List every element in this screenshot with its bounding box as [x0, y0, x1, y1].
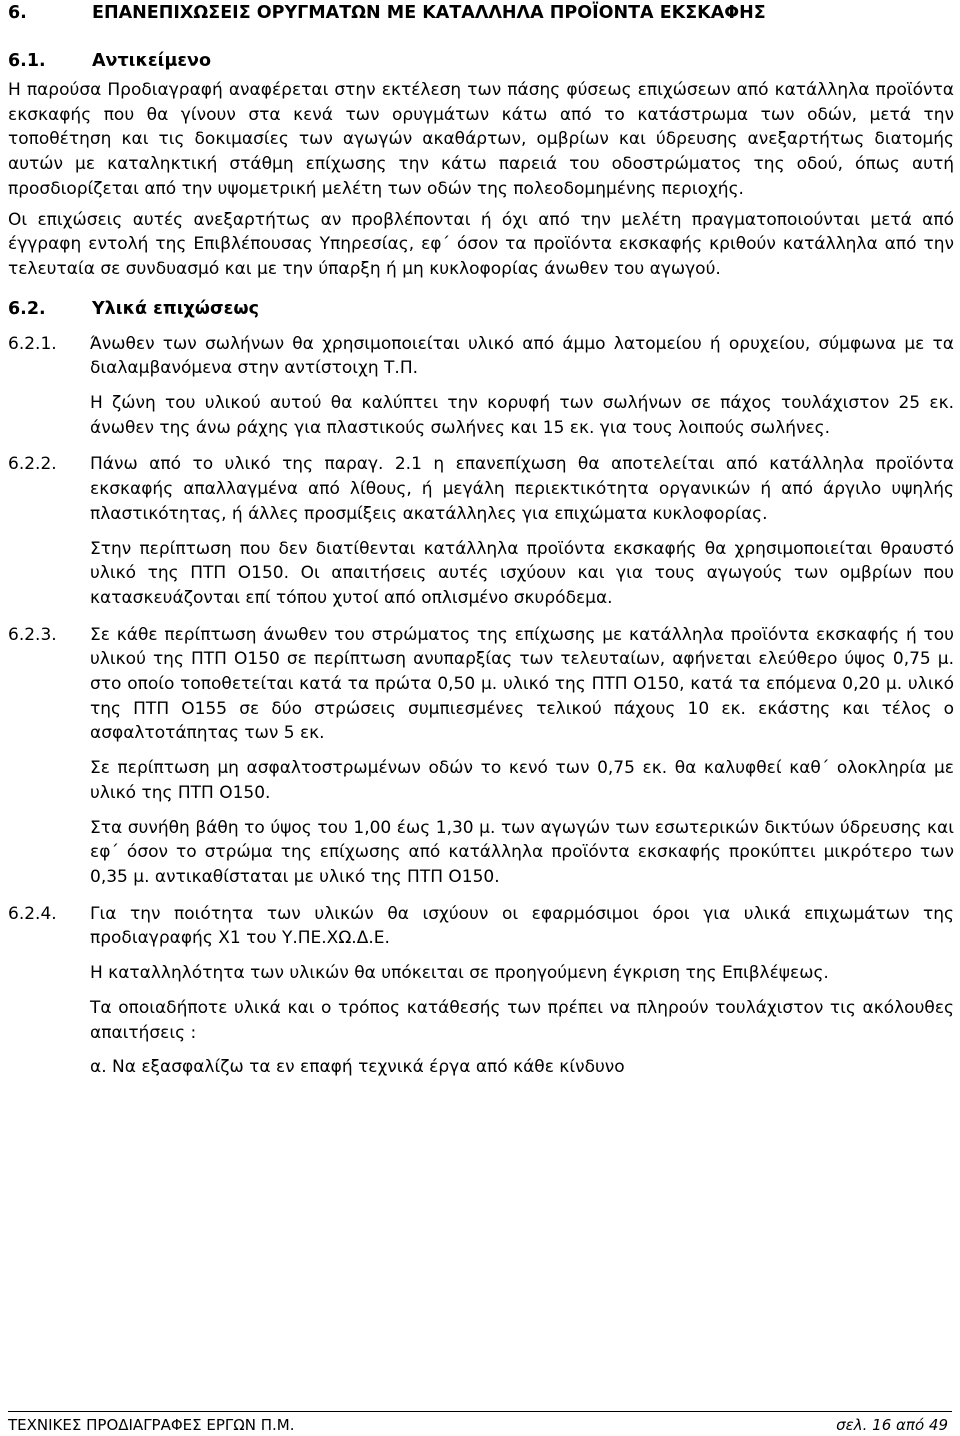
body-paragraph: Στα συνήθη βάθη το ύψος του 1,00 έως 1,30 μ. των αγωγών των εσωτερικών δικτύων ύδρευσης και εφ΄ όσον το στρώμα της επίχωσης από κατάλληλα προϊόντα εκσκαφής προκύπτει μικρότερο των 0,35 μ. αντικαθίσταται με υλικό της ΠΤΠ Ο150. [90, 817, 954, 887]
body-paragraph: Στην περίπτωση που δεν διατίθενται κατάλληλα προϊόντα εκσκαφής θα χρησιμοποιείται θραυστό υλικό της ΠΤΠ Ο150. Οι απαιτήσεις αυτές ισχύουν και για τους αγωγούς των ομβρίων που κατασκευάζονται επί τόπου χυτοί από οπλισμένο σκυρόδεμα. [90, 538, 954, 608]
body-paragraph: Άνωθεν των σωλήνων θα χρησιμοποιείται υλικό από άμμο λατομείου ή ορυχείου, σύμφωνα με τα διαλαμβανόμενα στην αντίστοιχη Τ.Π. [90, 333, 954, 379]
page-number: σελ. 16 από 49 [836, 1416, 948, 1434]
subsection-6-2-2 [8, 452, 954, 610]
body-paragraph: Η παρούσα Προδιαγραφή αναφέρεται στην εκτέλεση των πάσης φύσεως επιχώσεων από κατάλληλα προϊόντα εκσκαφής που θα γίνουν στα κενά των ορυγμάτων κάτω από το κατάστρωμα των οδών, μετά την τοποθέτηση και τις δοκιμασίες των αγωγών ακαθάρτων, ομβρίων και ύδρευσης ανεξαρτήτως διατομής αυτών με καταληκτική στάθμη επίχωσης την κάτω παρειά του οδοστρώματος της οδού, όπως αυτή προσδιορίζεται από την υψομετρική μελέτη των οδών της πολεοδομημένης περιοχής. [8, 80, 954, 199]
subsection-content [90, 452, 954, 610]
subsection-content [90, 902, 954, 1080]
section-number: 6.1. [8, 51, 46, 71]
subsection-content [90, 623, 954, 890]
subsection-number: 6.2.3. [8, 624, 57, 645]
section-heading-6-2 [8, 296, 954, 322]
body-paragraph: Για την ποιότητα των υλικών θα ισχύουν οι εφαρμόσιμοι όροι για υλικά επιχωμάτων της προδιαγραφής Χ1 του Υ.ΠΕ.ΧΩ.Δ.Ε. [90, 903, 954, 949]
subsection-number: 6.2.2. [8, 454, 57, 475]
subsection-6-2-3 [8, 623, 954, 890]
subsection-6-2-4 [8, 902, 954, 1080]
footer-title: ΤΕΧΝΙΚΕΣ ΠΡΟΔΙΑΓΡΑΦΕΣ ΕΡΓΩΝ Π.Μ. [8, 1416, 295, 1434]
subsection-number: 6.2.4. [8, 903, 57, 924]
section-heading-6-1 [8, 48, 954, 74]
chapter-heading [8, 0, 954, 26]
section-title: Υλικά επιχώσεως [92, 298, 259, 319]
page-footer [8, 1411, 952, 1435]
body-paragraph: Τα οποιαδήποτε υλικά και ο τρόπος κατάθεσής των πρέπει να πληρούν τουλάχιστον τις ακόλουθες απαιτήσεις : [90, 997, 954, 1043]
chapter-number: 6. [8, 3, 27, 23]
body-paragraph: Οι επιχώσεις αυτές ανεξαρτήτως αν προβλέπονται ή όχι από την μελέτη πραγματοποιούνται μετά από έγγραφη εντολή της Επιβλέπουσας Υπηρεσίας, εφ΄ όσον τα προϊόντα εκσκαφής κριθούν κατάλληλα από την τελευταία σε συνδυασμό και με την ύπαρξη ή μη κυκλοφορίας άνωθεν του αγωγού. [8, 209, 954, 279]
section-title: Αντικείμενο [92, 51, 212, 71]
list-item-a: α. Να εξασφαλίζω τα εν επαφή τεχνικά έργα από κάθε κίνδυνο [90, 1057, 625, 1078]
document-page [8, 0, 954, 1410]
body-paragraph: Η ζώνη του υλικού αυτού θα καλύπτει την κορυφή των σωλήνων σε πάχος τουλάχιστον 25 εκ. άνωθεν της άνω ράχης για πλαστικούς σωλήνες και 15 εκ. για τους λοιπούς σωλήνες. [90, 393, 954, 438]
body-paragraph: Σε κάθε περίπτωση άνωθεν του στρώματος της επίχωσης με κατάλληλα προϊόντα εκσκαφής ή του υλικού της ΠΤΠ Ο150 σε περίπτωση ανυπαρξίας των τελευταίων, αφήνεται ελεύθερο ύψος 0,75 μ. στο οποίο τοποθετείται κατά τα πρώτα 0,50 μ. υλικό της ΠΤΠ Ο150, κατά τα επόμενα 0,20 μ. υλικό της ΠΤΠ Ο155 σε δύο στρώσεις συμπιεσμένες τελικού πάχους 10 εκ. εκάστης και τέλος ο ασφαλτοτάπητας των 5 εκ. [90, 624, 954, 744]
subsection-6-2-1 [8, 332, 954, 441]
body-paragraph: Πάνω από το υλικό της παραγ. 2.1 η επανεπίχωση θα αποτελείται από κατάλληλα προϊόντα εκσκαφής απαλλαγμένα από λίθους, ή μεγάλη περιεκτικότητα οργανικών ή από άργιλο υψηλής πλαστικότητας, ή άλλες προσμίξεις ακατάλληλες για επιχώματα κυκλοφορίας. [90, 454, 954, 524]
chapter-title: ΕΠΑΝΕΠΙΧΩΣΕΙΣ ΟΡΥΓΜΑΤΩΝ ΜΕ ΚΑΤΑΛΛΗΛΑ ΠΡΟΪΟΝΤΑ ΕΚΣΚΑΦΗΣ [92, 3, 766, 23]
subsection-number: 6.2.1. [8, 333, 57, 354]
section-number: 6.2. [8, 298, 46, 319]
body-paragraph: Η καταλληλότητα των υλικών θα υπόκειται σε προηγούμενη έγκριση της Επιβλέψεως. [90, 963, 829, 984]
subsection-content [90, 332, 954, 441]
body-paragraph: Σε περίπτωση μη ασφαλτοστρωμένων οδών το κενό των 0,75 εκ. θα καλυφθεί καθ΄ ολοκληρία με υλικό της ΠΤΠ Ο150. [90, 758, 954, 803]
